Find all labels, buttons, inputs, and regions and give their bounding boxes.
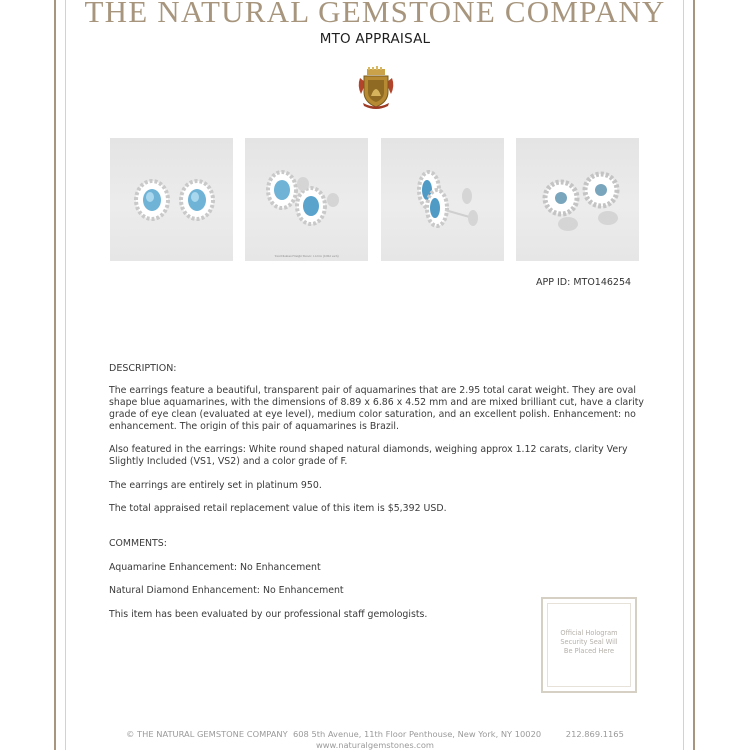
description-paragraph: Also featured in the earrings: White round shaped natural diamonds, weighing approx 1.12 carats, clarity Very Slightly Included (VS1, VS2) and a color grade of F. (109, 444, 628, 468)
appraisal-id: APP ID: MTO146254 (536, 277, 632, 288)
frame-border-right-inner (683, 0, 684, 750)
brand-title: THE NATURAL GEMSTONE COMPANY (84, 0, 666, 29)
seal-text-line: Official Hologram (560, 629, 618, 637)
footer-website-link[interactable]: www.naturalgemstones.com (315, 740, 435, 750)
seal-text-line: Security Seal Will (560, 638, 618, 646)
image-caption: Total Diamond Weight Shown: 1.12ctw (0.06ct each) (274, 254, 339, 258)
comment-line: Natural Diamond Enhancement: No Enhancement (109, 585, 344, 596)
comments-heading: COMMENTS: (109, 538, 167, 549)
frame-border-right-outer (693, 0, 695, 750)
seal-text (543, 629, 635, 656)
description-paragraph: The earrings are entirely set in platinum 950. (109, 480, 322, 491)
hologram-seal-placeholder (541, 597, 637, 693)
product-image-side[interactable] (381, 138, 504, 261)
product-image-angled[interactable] (245, 138, 368, 261)
appraised-value: The total appraised retail replacement value of this item is $5,392 USD. (109, 503, 447, 514)
description-paragraph: The earrings feature a beautiful, transparent pair of aquamarines that are 2.95 total carat weight. They are oval shape blue aquamarines, with the dimensions of 8.89 x 6.86 x 4.52 mm and are mixed brilliant cut, have a clarity grade of eye clean (evaluated at eye level), medium color saturation, and an excellent polish. Enhancement: no enhancement. The origin of this pair of aquamarines is Brazil. (109, 385, 644, 433)
frame-border-left-outer (54, 0, 56, 750)
footer-address: 608 5th Avenue, 11th Floor Penthouse, New York, NY 10020 (292, 729, 542, 739)
frame-border-left-inner (65, 0, 66, 750)
product-image-front[interactable] (110, 138, 233, 261)
footer-company: © THE NATURAL GEMSTONE COMPANY (126, 729, 288, 739)
product-image-back[interactable] (516, 138, 639, 261)
comment-line: This item has been evaluated by our professional staff gemologists. (109, 609, 428, 620)
document-subtitle: MTO APPRAISAL (319, 31, 431, 47)
description-label (109, 363, 649, 375)
footer-contact (0, 729, 750, 739)
heraldic-crest-icon (357, 66, 395, 110)
comment-line: Aquamarine Enhancement: No Enhancement (109, 562, 321, 573)
seal-text-line: Be Placed Here (563, 647, 615, 655)
description-heading: DESCRIPTION: (109, 363, 177, 374)
footer-phone: 212.869.1165 (565, 729, 624, 739)
